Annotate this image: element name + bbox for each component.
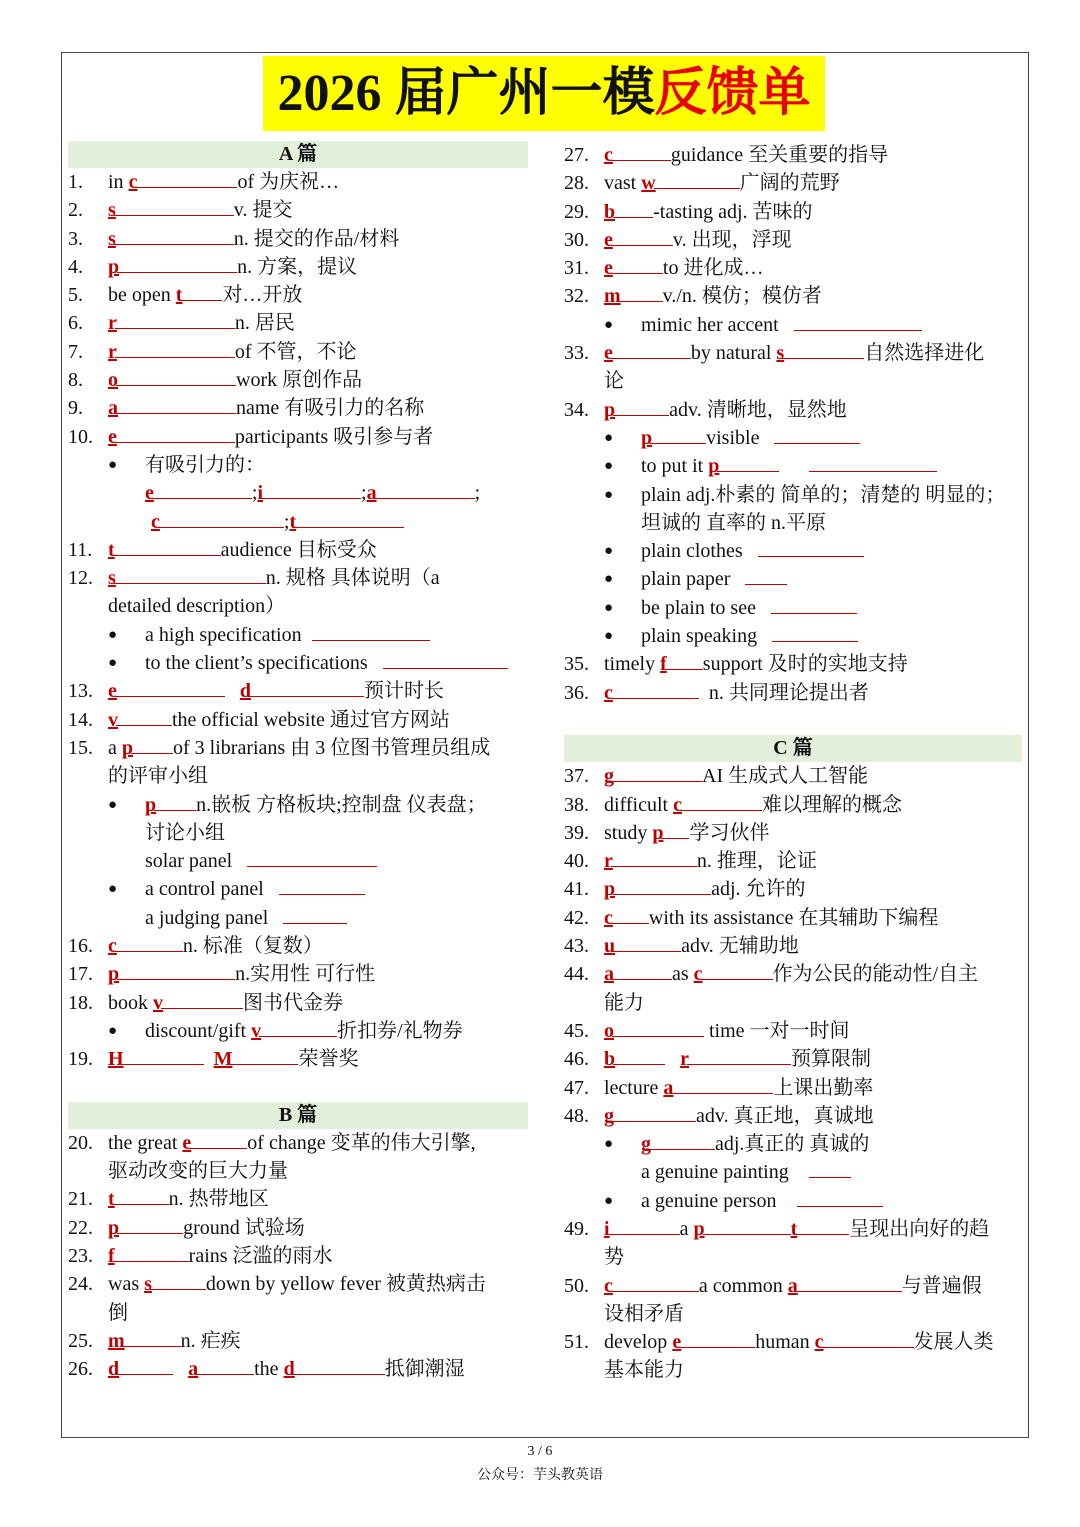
item-3: 3. s n. 提交的作品/材料 bbox=[68, 227, 400, 250]
item-24: 24. was s down by yellow fever 被黄热病击 bbox=[68, 1273, 486, 1296]
bullet-high-spec: ● a high specification bbox=[68, 621, 528, 649]
item-12-cont: detailed description） bbox=[108, 595, 286, 618]
bullet-genuine-person: ● a genuine person bbox=[564, 1187, 1022, 1215]
item-30: 30. e v. 出现，浮现 bbox=[564, 228, 792, 251]
bullet-discount: ● discount/gift v 折扣券/礼物券 bbox=[68, 1017, 528, 1045]
item-32: 32. m v./n. 模仿；模仿者 bbox=[564, 285, 822, 308]
item-40: 40. r n. 推理，论证 bbox=[564, 850, 817, 873]
item-7: 7. r of 不管，不论 bbox=[68, 340, 357, 363]
item-33-cont: 论 bbox=[604, 370, 624, 393]
bullet-plain-paper: ● plain paper bbox=[564, 565, 1022, 593]
bullet-client-spec: ● to the client’s specifications bbox=[68, 649, 528, 677]
attractive-words-1: e ;i ;a ; bbox=[145, 482, 481, 505]
item-19: 19. H M 荣誉奖 bbox=[68, 1048, 359, 1071]
item-10: 10. e participants 吸引参与者 bbox=[68, 425, 434, 448]
bullet-plain-speaking: ● plain speaking bbox=[564, 622, 1022, 650]
item-20: 20. the great e of change 变革的伟大引擎, bbox=[68, 1131, 476, 1154]
bullet-plain-to-see: ● be plain to see bbox=[564, 594, 1022, 622]
right-column bbox=[564, 141, 1022, 1385]
bullet-plain: ● plain adj.朴素的 简单的；清楚的 明显的； bbox=[564, 481, 1022, 509]
item-8: 8. o work 原创作品 bbox=[68, 369, 363, 392]
left-column bbox=[68, 141, 528, 1383]
section-a-header: A 篇 bbox=[68, 141, 528, 168]
footer-credit: 公众号：芋头教英语 bbox=[477, 1468, 603, 1483]
item-43: 43. u adv. 无辅助地 bbox=[564, 935, 799, 958]
item-48: 48. g adv. 真正地，真诚地 bbox=[564, 1104, 874, 1127]
item-27: 27. c guidance 至关重要的指导 bbox=[564, 144, 889, 166]
panel-cont: 讨论小组 bbox=[145, 821, 225, 844]
item-41: 41. p adj. 允许的 bbox=[564, 878, 806, 901]
item-5: 5. be open t 对…开放 bbox=[68, 284, 303, 307]
item-36: 36. c n. 共同理论提出者 bbox=[564, 681, 869, 704]
item-47: 47. lecture a 上课出勤率 bbox=[564, 1076, 874, 1099]
item-38: 38. difficult c 难以理解的概念 bbox=[564, 793, 902, 816]
section-c-header: C 篇 bbox=[564, 735, 1022, 762]
item-49: 49. i a p t 呈现出向好的趋 bbox=[564, 1217, 990, 1240]
bullet-attractive: ● 有吸引力的： bbox=[68, 451, 528, 479]
item-29: 29. b -tasting adj. 苦味的 bbox=[564, 200, 813, 223]
item-2: 2. s v. 提交 bbox=[68, 199, 293, 222]
item-50-cont: 设相矛盾 bbox=[604, 1302, 684, 1325]
item-45: 45. o time 一对一时间 bbox=[564, 1019, 850, 1042]
item-50: 50. c a common a 与普遍假 bbox=[564, 1274, 982, 1297]
bullet-panel: ● p n.嵌板 方格板块;控制盘 仪表盘； bbox=[68, 791, 528, 819]
bullet-to-put-it: ● to put it p bbox=[564, 452, 1022, 480]
attractive-words-2: c ;t bbox=[68, 508, 528, 536]
item-22: 22. p ground 试验场 bbox=[68, 1216, 305, 1239]
item-4: 4. p n. 方案，提议 bbox=[68, 255, 358, 278]
plain-cont: 坦诚的 直率的 n.平原 bbox=[641, 511, 826, 534]
item-49-cont: 势 bbox=[604, 1246, 624, 1269]
bullet-mimic: ● mimic her accent bbox=[564, 311, 1022, 339]
item-24-cont: 倒 bbox=[108, 1301, 128, 1324]
item-28: 28. vast w 广阔的荒野 bbox=[564, 172, 840, 195]
solar-panel: solar panel bbox=[68, 847, 528, 875]
item-26: 26. d a the d 抵御潮湿 bbox=[68, 1358, 465, 1381]
item-33: 33. e by natural s 自然选择进化 bbox=[564, 342, 985, 365]
item-15-cont: 的评审小组 bbox=[108, 765, 208, 788]
genuine-painting: a genuine painting bbox=[564, 1158, 1022, 1186]
item-35: 35. timely f support 及时的实地支持 bbox=[564, 653, 908, 676]
item-37: 37. g AI 生成式人工智能 bbox=[564, 765, 869, 788]
page-title: 2026 届广州一模反馈单 bbox=[263, 56, 825, 131]
page-number: 3 / 6 bbox=[527, 1444, 553, 1459]
item-9: 9. a name 有吸引力的名称 bbox=[68, 397, 425, 420]
item-34: 34. p adv. 清晰地，显然地 bbox=[564, 398, 847, 421]
item-16: 16. c n. 标准（复数） bbox=[68, 935, 323, 958]
item-13: 13. e d 预计时长 bbox=[68, 680, 445, 703]
item-44-cont: 能力 bbox=[604, 991, 644, 1014]
bullet-plain-clothes: ● plain clothes bbox=[564, 537, 1022, 565]
item-25: 25. m n. 疟疾 bbox=[68, 1329, 241, 1352]
bullet-control-panel: ● a control panel bbox=[68, 875, 528, 903]
item-51-cont: 基本能力 bbox=[604, 1359, 684, 1382]
item-42: 42. c with its assistance 在其辅助下编程 bbox=[564, 906, 939, 929]
item-14: 14. v the official website 通过官方网站 bbox=[68, 708, 450, 731]
item-6: 6. r n. 居民 bbox=[68, 312, 295, 335]
item-51: 51. develop e human c 发展人类 bbox=[564, 1331, 994, 1354]
item-21: 21. t n. 热带地区 bbox=[68, 1188, 269, 1211]
judging-panel: a judging panel bbox=[68, 904, 528, 932]
item-1: 1. in c of 为庆祝… bbox=[68, 171, 340, 193]
item-20-cont: 驱动改变的巨大力量 bbox=[108, 1160, 288, 1183]
bullet-genuine: ● g adj.真正的 真诚的 bbox=[564, 1130, 1022, 1158]
item-11: 11. t audience 目标受众 bbox=[68, 538, 377, 561]
item-31: 31. e to 进化成… bbox=[564, 257, 764, 280]
section-b-header: B 篇 bbox=[68, 1102, 528, 1129]
bullet-visible: ● p visible bbox=[564, 424, 1022, 452]
item-44: 44. a as c 作为公民的能动性/自主 bbox=[564, 963, 979, 986]
item-39: 39. study p 学习伙伴 bbox=[564, 821, 770, 844]
item-18: 18. book v 图书代金券 bbox=[68, 991, 343, 1014]
item-17: 17. p n.实用性 可行性 bbox=[68, 963, 376, 986]
item-46: 46. b r 预算限制 bbox=[564, 1048, 872, 1071]
item-23: 23. f rains 泛滥的雨水 bbox=[68, 1244, 333, 1267]
item-12: 12. s n. 规格 具体说明（a bbox=[68, 567, 440, 590]
item-15: 15. a p of 3 librarians 由 3 位图书管理员组成 bbox=[68, 736, 491, 759]
